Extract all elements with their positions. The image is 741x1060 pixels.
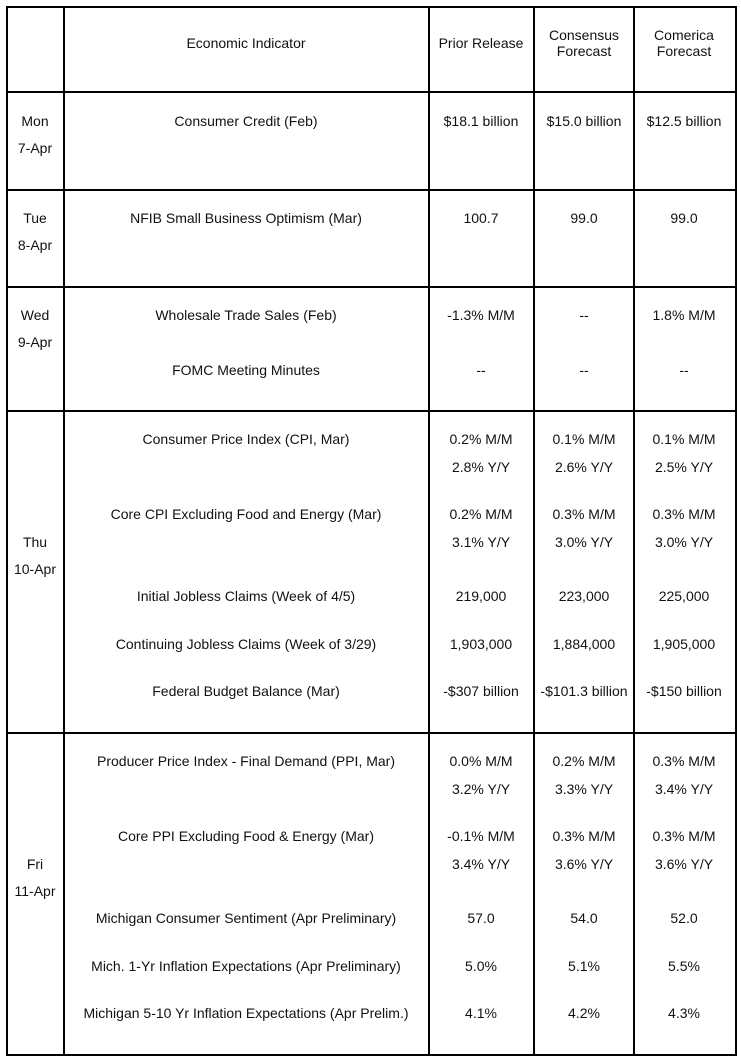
column-divider (533, 7, 535, 1056)
indicator-wholesale: Wholesale Trade Sales (Feb) (155, 307, 337, 323)
prior-continuing-claims: 1,903,000 (449, 636, 513, 652)
consensus-fomc: -- (579, 362, 589, 378)
row-divider (6, 189, 737, 191)
comerica-ppi-mm: 0.3% M/M (652, 753, 716, 769)
comerica-mich-5-10yr: 4.3% (668, 1005, 700, 1021)
indicator-consumer-credit: Consumer Credit (Feb) (174, 113, 318, 129)
prior-mich-5-10yr: 4.1% (465, 1005, 497, 1021)
consensus-core-cpi-mm: 0.3% M/M (552, 506, 616, 522)
consensus-core-ppi-mm: 0.3% M/M (552, 828, 616, 844)
consensus-wholesale: -- (579, 307, 589, 323)
table-border-left (6, 7, 8, 1056)
prior-core-cpi-yy: 3.1% Y/Y (451, 534, 511, 550)
comerica-continuing-claims: 1,905,000 (652, 636, 716, 652)
comerica-mich-1yr: 5.5% (668, 958, 700, 974)
prior-core-ppi-mm: -0.1% M/M (447, 828, 515, 844)
comerica-cpi-mm: 0.1% M/M (652, 431, 716, 447)
prior-wholesale: -1.3% M/M (447, 307, 515, 323)
table-border-bottom (6, 1054, 737, 1056)
indicator-michigan-sentiment: Michigan Consumer Sentiment (Apr Preliminary) (95, 910, 397, 926)
prior-core-cpi-mm: 0.2% M/M (449, 506, 513, 522)
row-divider (6, 91, 737, 93)
comerica-nfib: 99.0 (670, 210, 698, 226)
table-border-right (735, 7, 737, 1056)
comerica-initial-claims: 225,000 (658, 588, 710, 604)
comerica-fomc: -- (679, 362, 689, 378)
row-divider (6, 732, 737, 734)
consensus-initial-claims: 223,000 (558, 588, 610, 604)
comerica-ppi-yy: 3.4% Y/Y (654, 781, 714, 797)
column-divider (633, 7, 635, 1056)
consensus-core-cpi-yy: 3.0% Y/Y (554, 534, 614, 550)
day-date-wed: 9-Apr (17, 334, 53, 350)
day-date-fri: 11-Apr (14, 883, 56, 899)
indicator-core-ppi: Core PPI Excluding Food & Energy (Mar) (118, 828, 374, 844)
consensus-ppi-mm: 0.2% M/M (552, 753, 616, 769)
comerica-core-ppi-yy: 3.6% Y/Y (654, 856, 714, 872)
consensus-michigan-sentiment: 54.0 (570, 910, 598, 926)
header-economic-indicator: Economic Indicator (186, 35, 306, 51)
consensus-core-ppi-yy: 3.6% Y/Y (554, 856, 614, 872)
comerica-cpi-yy: 2.5% Y/Y (654, 459, 714, 475)
prior-mich-1yr: 5.0% (465, 958, 497, 974)
comerica-core-cpi-yy: 3.0% Y/Y (654, 534, 714, 550)
consensus-cpi-yy: 2.6% Y/Y (554, 459, 614, 475)
table-border-top (6, 6, 737, 8)
prior-ppi-mm: 0.0% M/M (449, 753, 513, 769)
prior-nfib: 100.7 (463, 210, 499, 226)
indicator-cpi: Consumer Price Index (CPI, Mar) (142, 431, 350, 447)
prior-core-ppi-yy: 3.4% Y/Y (451, 856, 511, 872)
header-consensus-line2: Forecast (556, 43, 612, 59)
consensus-mich-5-10yr: 4.2% (568, 1005, 600, 1021)
day-date-mon: 7-Apr (17, 140, 53, 156)
prior-michigan-sentiment: 57.0 (467, 910, 495, 926)
day-name-wed: Wed (20, 307, 50, 323)
day-name-mon: Mon (21, 113, 49, 129)
day-date-thu: 10-Apr (13, 561, 57, 577)
header-comerica-line2: Forecast (656, 43, 712, 59)
column-divider (428, 7, 430, 1056)
prior-budget: -$307 billion (443, 683, 519, 699)
indicator-initial-claims: Initial Jobless Claims (Week of 4/5) (136, 588, 356, 604)
consensus-cpi-mm: 0.1% M/M (552, 431, 616, 447)
header-consensus-line1: Consensus (548, 27, 620, 43)
comerica-core-cpi-mm: 0.3% M/M (652, 506, 716, 522)
row-divider (6, 286, 737, 288)
indicator-fomc: FOMC Meeting Minutes (172, 362, 320, 378)
prior-cpi-mm: 0.2% M/M (449, 431, 513, 447)
header-prior-release: Prior Release (438, 35, 524, 51)
indicator-nfib: NFIB Small Business Optimism (Mar) (130, 210, 362, 226)
comerica-consumer-credit: $12.5 billion (646, 113, 722, 129)
day-name-tue: Tue (23, 210, 47, 226)
consensus-mich-1yr: 5.1% (568, 958, 600, 974)
comerica-core-ppi-mm: 0.3% M/M (652, 828, 716, 844)
prior-consumer-credit: $18.1 billion (443, 113, 519, 129)
comerica-wholesale: 1.8% M/M (652, 307, 716, 323)
indicator-ppi: Producer Price Index - Final Demand (PPI, Mar) (97, 753, 395, 769)
indicator-mich-5-10yr: Michigan 5-10 Yr Inflation Expectations (Apr Prelim.) (83, 1005, 409, 1021)
comerica-michigan-sentiment: 52.0 (670, 910, 698, 926)
consensus-nfib: 99.0 (570, 210, 598, 226)
consensus-continuing-claims: 1,884,000 (552, 636, 616, 652)
prior-cpi-yy: 2.8% Y/Y (451, 459, 511, 475)
comerica-budget: -$150 billion (646, 683, 722, 699)
consensus-consumer-credit: $15.0 billion (546, 113, 622, 129)
day-name-thu: Thu (22, 534, 48, 550)
consensus-budget: -$101.3 billion (540, 683, 628, 699)
column-divider (63, 7, 65, 1056)
indicator-budget: Federal Budget Balance (Mar) (152, 683, 340, 699)
prior-initial-claims: 219,000 (455, 588, 507, 604)
prior-fomc: -- (476, 362, 486, 378)
day-date-tue: 8-Apr (17, 237, 53, 253)
indicator-mich-1yr: Mich. 1-Yr Inflation Expectations (Apr Preliminary) (91, 958, 401, 974)
indicator-continuing-claims: Continuing Jobless Claims (Week of 3/29) (115, 636, 377, 652)
consensus-ppi-yy: 3.3% Y/Y (554, 781, 614, 797)
prior-ppi-yy: 3.2% Y/Y (451, 781, 511, 797)
indicator-core-cpi: Core CPI Excluding Food and Energy (Mar) (110, 506, 382, 522)
row-divider (6, 410, 737, 412)
day-name-fri: Fri (26, 856, 44, 872)
header-comerica-line1: Comerica (654, 27, 714, 43)
